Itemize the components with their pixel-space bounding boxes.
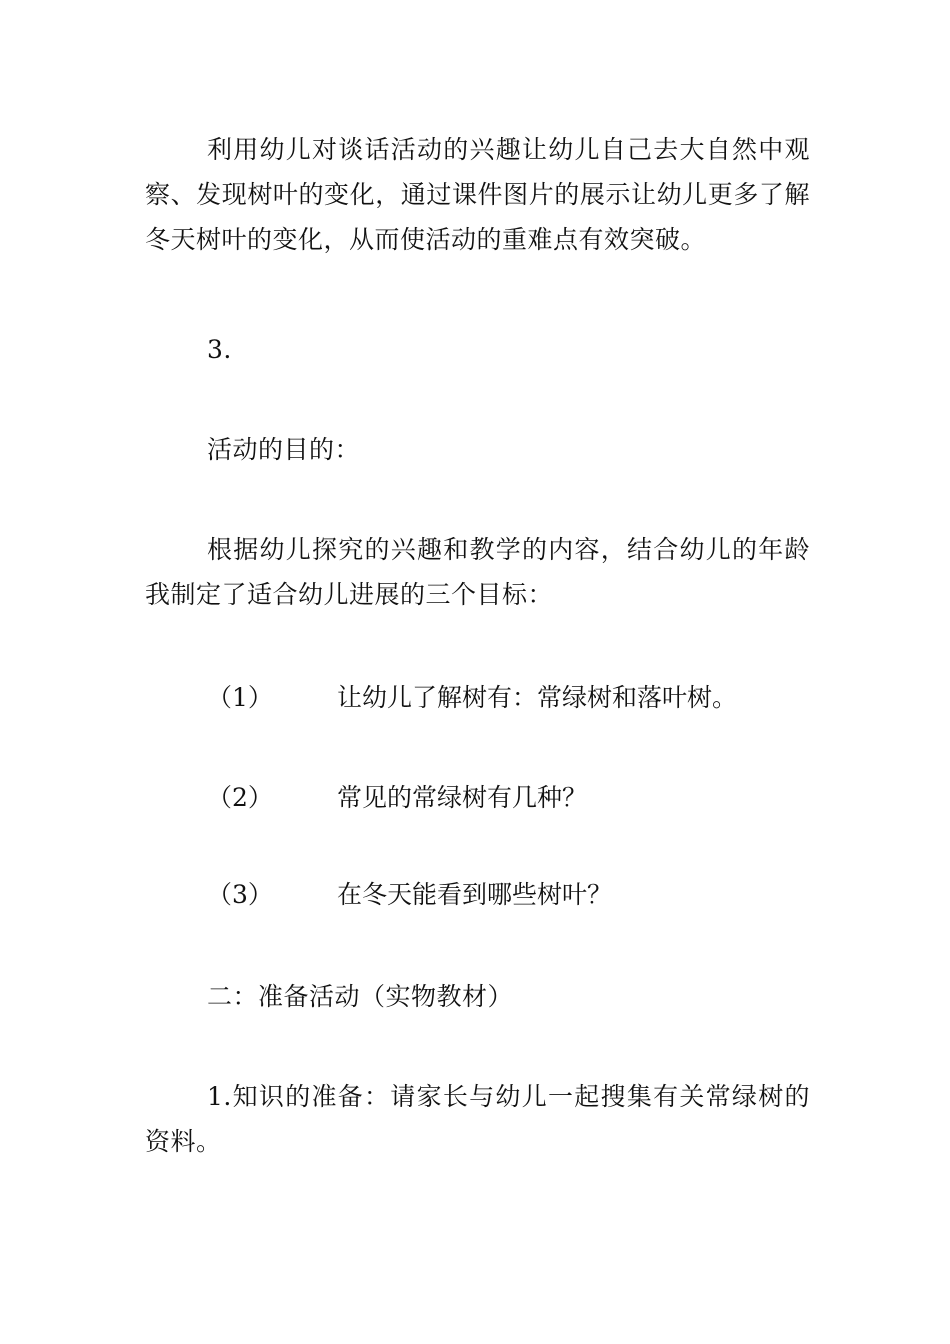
goal-number: （1）: [207, 683, 273, 712]
paragraph-intro: 利用幼儿对谈话活动的兴趣让幼儿自己去大自然中观察、发现树叶的变化，通过课件图片的展示让幼儿更多了解冬天树叶的变化，从而使活动的重难点有效突破。: [145, 135, 810, 254]
goal-item: [207, 775, 807, 820]
goal-item: [207, 675, 807, 720]
goal-text: 在冬天能看到哪些树叶？: [337, 880, 613, 909]
heading-goals: 活动的目的：: [207, 435, 361, 464]
paragraph-prep-knowledge: 1.知识的准备：请家长与幼儿一起搜集有关常绿树的资料。: [145, 1082, 810, 1156]
paragraph-goals: 根据幼儿探究的兴趣和教学的内容，结合幼儿的年龄我制定了适合幼儿进展的三个目标：: [145, 535, 810, 609]
goal-text: 让幼儿了解树有：常绿树和落叶树。: [337, 683, 738, 712]
goal-number: （2）: [207, 783, 273, 812]
heading-number: 3.: [207, 335, 232, 364]
goal-item: [207, 872, 807, 917]
goal-number: （3）: [207, 880, 273, 909]
section-heading-preparation: 二：准备活动（实物教材）: [207, 982, 514, 1011]
goal-text: 常见的常绿树有几种？: [337, 783, 588, 812]
